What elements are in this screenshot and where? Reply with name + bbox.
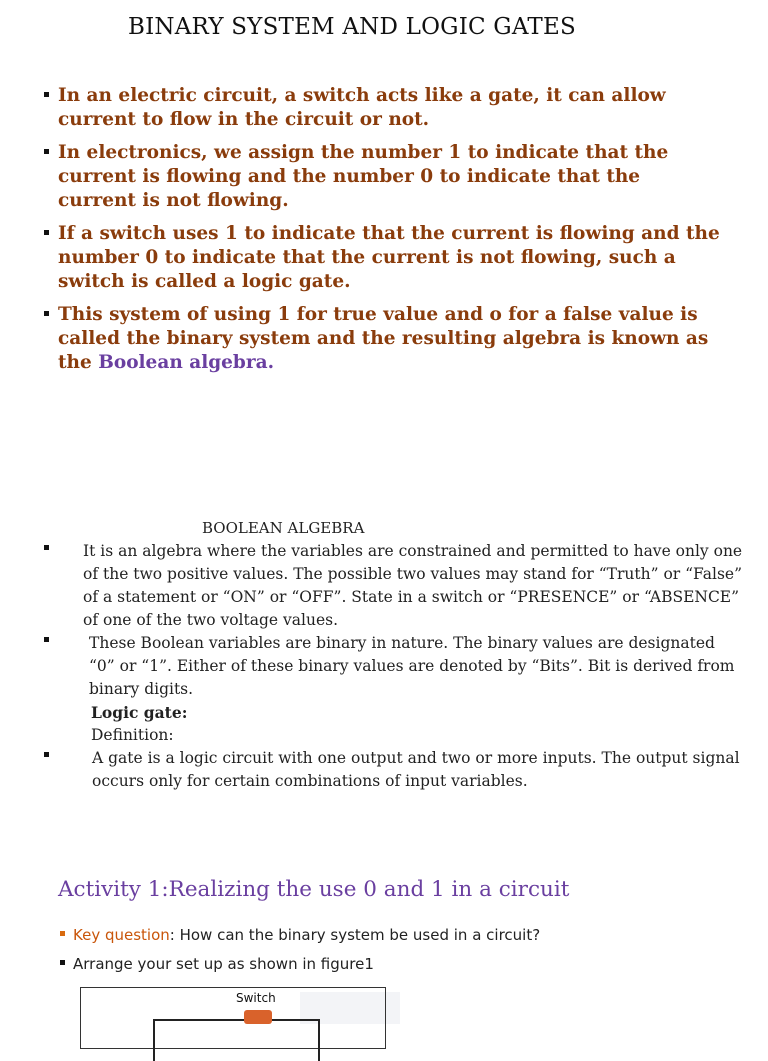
definition-label: Definition:: [91, 726, 174, 744]
section-heading: BOOLEAN ALGEBRA: [202, 519, 365, 537]
bullet-item: [44, 141, 724, 213]
instruction-text: Arrange your set up as shown in figure1: [73, 955, 374, 973]
bullet-item: [44, 222, 724, 294]
bullet-text: A gate is a logic circuit with one output and two or more inputs. The output signal occurs only for certain combinations of input variables.: [92, 749, 740, 790]
bullet-square-icon: [44, 637, 49, 642]
bullet-square-icon: [44, 149, 49, 154]
bullet-item: [60, 950, 540, 979]
bullet-square-icon: [60, 960, 65, 965]
activity-title: Activity 1:Realizing the use 0 and 1 in a circuit: [58, 877, 570, 902]
key-question-text: : How can the binary system be used in a circuit?: [169, 926, 541, 944]
bullet-text: In electronics, we assign the number 1 to indicate that the current is flowing and the number 0 to indicate that the current is not flowing.: [58, 142, 669, 211]
bullet-item: [44, 540, 744, 632]
bullet-text: It is an algebra where the variables are constrained and permitted to have only one of the two positive values. The possible two values may stand for “Truth” or “False” of a statement or “ON” or “OFF”. State in a switch or “PRESENCE” or “ABSENCE” of one of the two voltage values.: [83, 542, 743, 629]
bullet-text: If a switch uses 1 to indicate that the current is flowing and the number 0 to indicate that the current is not flowing, such a switch is called a logic gate.: [58, 223, 720, 292]
bullet-square-icon: [44, 311, 49, 316]
bullet-text: In an electric circuit, a switch acts like a gate, it can allow current to flow in the circuit or not.: [58, 85, 666, 130]
switch-icon: [244, 1010, 272, 1024]
logic-gate-label: Logic gate:: [91, 703, 188, 722]
switch-label: Switch: [236, 991, 276, 1005]
bullet-text: These Boolean variables are binary in nature. The binary values are designated “0” or “1”. Either of these binary values are denoted by “Bits”. Bit is derived from binary digits.: [89, 634, 735, 698]
boolean-algebra-highlight: Boolean algebra.: [98, 352, 275, 373]
bullet-item: [44, 632, 744, 701]
bullet-square-icon: [44, 92, 49, 97]
intro-bullets: [44, 84, 724, 384]
bullet-item: [60, 921, 540, 950]
bullet-item: [44, 84, 724, 132]
page-title: BINARY SYSTEM AND LOGIC GATES: [128, 14, 576, 40]
bullet-square-icon: [44, 230, 49, 235]
activity-bullets: [60, 921, 540, 979]
bullet-item: [44, 303, 724, 375]
boolean-algebra-section: [44, 540, 744, 793]
bullet-text: This system of using 1 for true value and o for a false value is called the binary system and the resulting algebra is known as the: [58, 304, 709, 373]
bullet-square-icon: [44, 545, 49, 550]
circuit-figure: [80, 987, 386, 1049]
key-question-label: Key question: [73, 926, 170, 944]
bullet-item: [44, 747, 744, 793]
circuit-wire: [153, 1019, 320, 1061]
bullet-square-icon: [44, 752, 49, 757]
bullet-square-icon: [60, 931, 65, 936]
